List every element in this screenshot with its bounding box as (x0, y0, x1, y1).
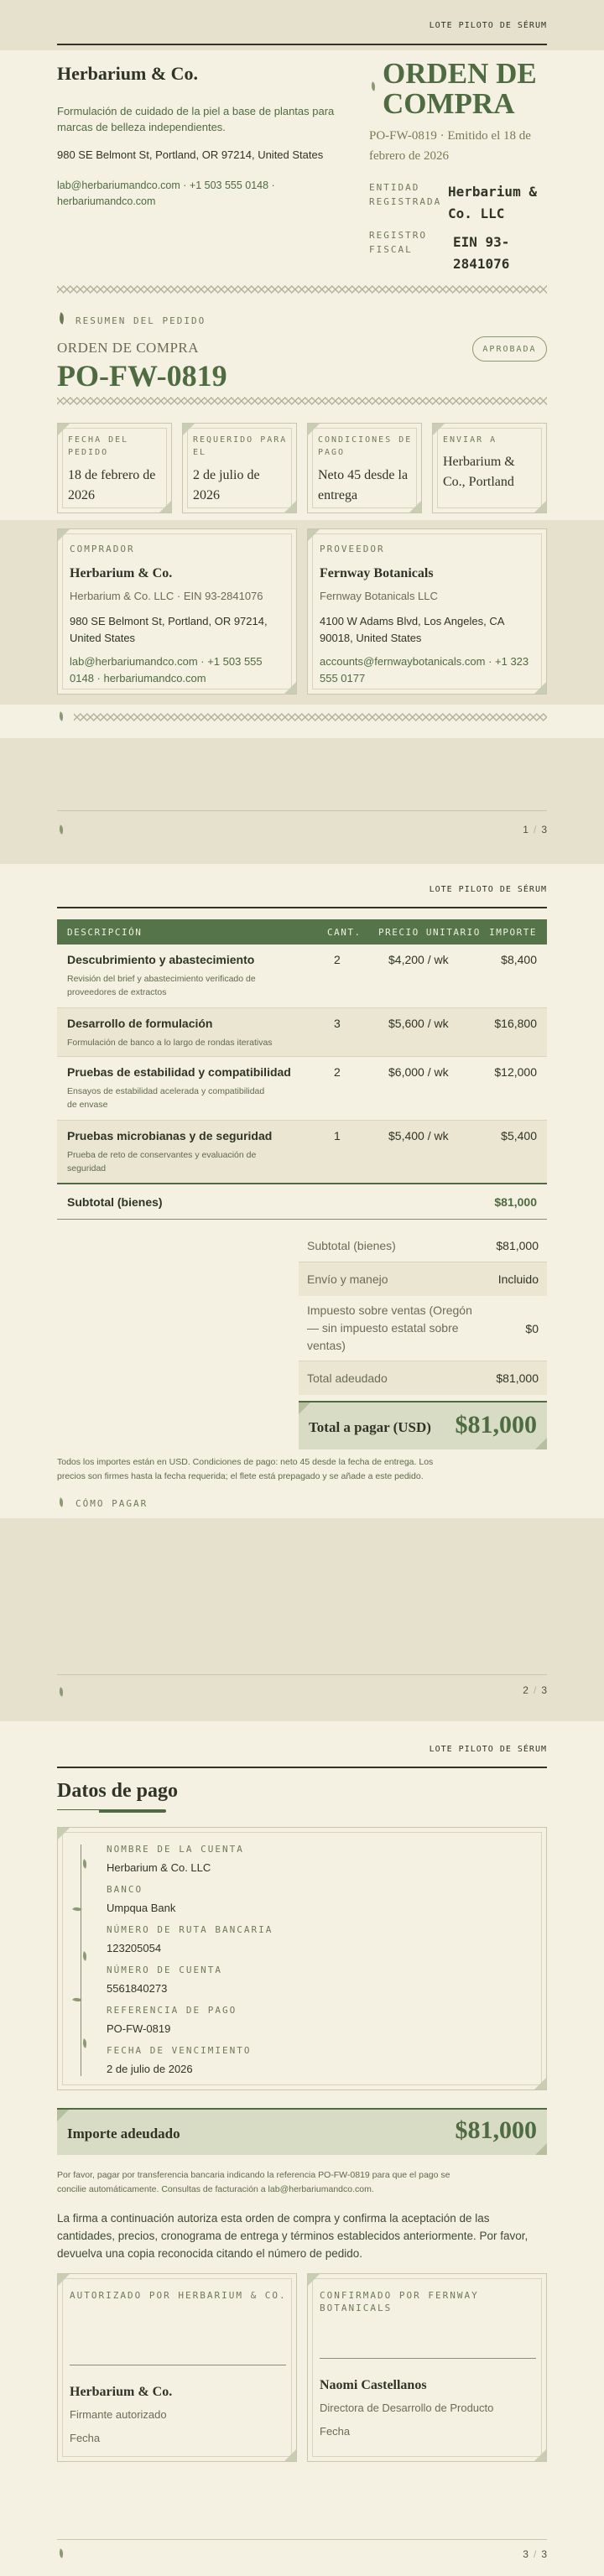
totals-row: Total adeudado $81,000 (299, 1361, 547, 1395)
leaf-icon (57, 825, 65, 834)
table-header: DESCRIPCIÓN CANT. PRECIO UNITARIO IMPORTE (57, 919, 547, 945)
header-tag: LOTE PILOTO DE SÉRUM (429, 21, 547, 30)
title-underline (57, 1809, 99, 1810)
table-row: Pruebas microbianas y de seguridad Prueba de reto de conservantes y evaluación de seguridad 1 $5,400 / wk $5,400 (57, 1121, 547, 1184)
bank-details-card: NOMBRE DE LA CUENTA Herbarium & Co. LLC BANCO Umpqua Bank NÚMERO DE RUTA BANCARIA 123205054 NÚMERO DE CUENTA 5561840273 REFERENCIA DE PAGO PO-FW-0819 FECHA DE VENCIMIENTO 2 de julio de 2026 (57, 1827, 547, 2090)
authorization-text: La firma a continuación autoriza esta orden de compra y confirma la aceptación de las cantidades, precios, cronograma de entrega y términos establecidos anteriormente. Por favor, devuelva una copia reconocida citando el número de pedido. (57, 2212, 528, 2260)
doc-meta: PO-FW-0819 · Emitido el 18 de febrero de 2026 (369, 129, 531, 163)
company-address: 980 SE Belmont St, Portland, OR 97214, United States (57, 148, 324, 161)
company-contact[interactable]: lab@herbariumandco.com · +1 503 555 0148 · herbariumandco.com (57, 180, 275, 207)
po-number: PO-FW-0819 (57, 359, 227, 393)
fact-card: FECHA DEL PEDIDO 18 de febrero de 2026 (57, 423, 172, 513)
divider-vine (57, 284, 547, 294)
fact-card: CONDICIONES DE PAGO Neto 45 desde la entrega (307, 423, 422, 513)
table-row: Descubrimiento y abastecimiento Revisión del brief y abastecimiento verificado de proveedores de extractos 2 $4,200 / wk $8,400 (57, 945, 547, 1008)
header-rule (57, 1767, 547, 1768)
table-row: Desarrollo de formulación Formulación de banco a lo largo de rondas iterativas 3 $5,600 / wk $16,800 (57, 1008, 547, 1057)
header-tag: LOTE PILOTO DE SÉRUM (429, 1745, 547, 1754)
tax-label: REGISTRO FISCAL (369, 230, 427, 255)
table-subtotal-row: Subtotal (bienes) $81,000 (57, 1186, 547, 1220)
summary-section-label: RESUMEN DEL PEDIDO (76, 315, 206, 326)
page-number: 2 / 3 (523, 1684, 547, 1696)
supplier-card: PROVEEDOR Fernway Botanicals Fernway Botanicals LLC 4100 W Adams Blvd, Los Angeles, CA 90018, United States accounts@fernwaybotanicals.com · +1 323 555 0177 (307, 528, 547, 695)
totals-footnote: Todos los importes están en USD. Condiciones de pago: neto 45 desde la fecha de entrega. Los precios son firmes hasta la fecha requerida; el flete está prepagado y se añade a este pedido. (57, 1457, 434, 1481)
totals-row: Subtotal (bienes) $81,000 (299, 1229, 547, 1262)
status-badge: APROBADA (472, 336, 547, 362)
how-to-pay-label: CÓMO PAGAR (76, 1498, 148, 1509)
signature-card: AUTORIZADO POR HERBARIUM & CO. Herbarium & Co. Firmante autorizado Fecha (57, 2273, 297, 2462)
company-tagline: Formulación de cuidado de la piel a base de plantas para marcas de belleza independientes. (57, 105, 335, 133)
entity-label: ENTIDAD REGISTRADA (369, 182, 442, 207)
leaf-icon (57, 1687, 65, 1696)
signature-card: CONFIRMADO POR FERNWAY BOTANICALS Naomi Castellanos Directora de Desarrollo de Producto Fecha (307, 2273, 547, 2462)
header-tag: LOTE PILOTO DE SÉRUM (429, 885, 547, 894)
buyer-card: COMPRADOR Herbarium & Co. Herbarium & Co. LLC · EIN 93-2841076 980 SE Belmont St, Portland, OR 97214, United States lab@herbariumandco.com · +1 503 555 0148 · herbariumandco.com (57, 528, 297, 695)
divider-vine (74, 712, 547, 722)
fact-card: ENVIAR A Herbarium & Co., Portland (432, 423, 547, 513)
amount-due: Importe adeudado $81,000 (57, 2108, 547, 2155)
totals-row: Impuesto sobre ventas (Oregón — sin impuesto estatal sobre ventas) $0 (299, 1296, 547, 1361)
company-name: Herbarium & Co. (57, 63, 199, 84)
tax-value: EIN 93-2841076 (453, 234, 510, 272)
page-number: 1 / 3 (523, 824, 547, 835)
header-rule (57, 907, 547, 908)
totals-row: Envío y manejo Incluido (299, 1262, 547, 1296)
footer-rule (57, 2539, 547, 2540)
footer-rule (57, 810, 547, 811)
entity-value: Herbarium & Co. LLC (448, 184, 537, 221)
doc-title: ORDEN DE COMPRA (383, 57, 537, 120)
summary-kind: ORDEN DE COMPRA (57, 340, 200, 356)
payment-title: Datos de pago (57, 1780, 179, 1802)
footer-rule (57, 1674, 547, 1675)
fact-card: REQUERIDO PARA EL 2 de julio de 2026 (182, 423, 297, 513)
title-underline (99, 1809, 166, 1813)
divider-vine (57, 396, 547, 406)
payment-note: Por favor, pagar por transferencia bancaria indicando la referencia PO-FW-0819 para que el pago se concilie automáticamente. Consultas de facturación a lab@herbariumandco.com. (57, 2170, 450, 2194)
grand-total: Total a pagar (USD) $81,000 (299, 1401, 547, 1449)
page-number: 3 / 3 (523, 2548, 547, 2560)
table-row: Pruebas de estabilidad y compatibilidad Ensayos de estabilidad acelerada y compatibilidad de envase 2 $6,000 / wk $12,000 (57, 1057, 547, 1121)
header-rule (57, 44, 547, 45)
